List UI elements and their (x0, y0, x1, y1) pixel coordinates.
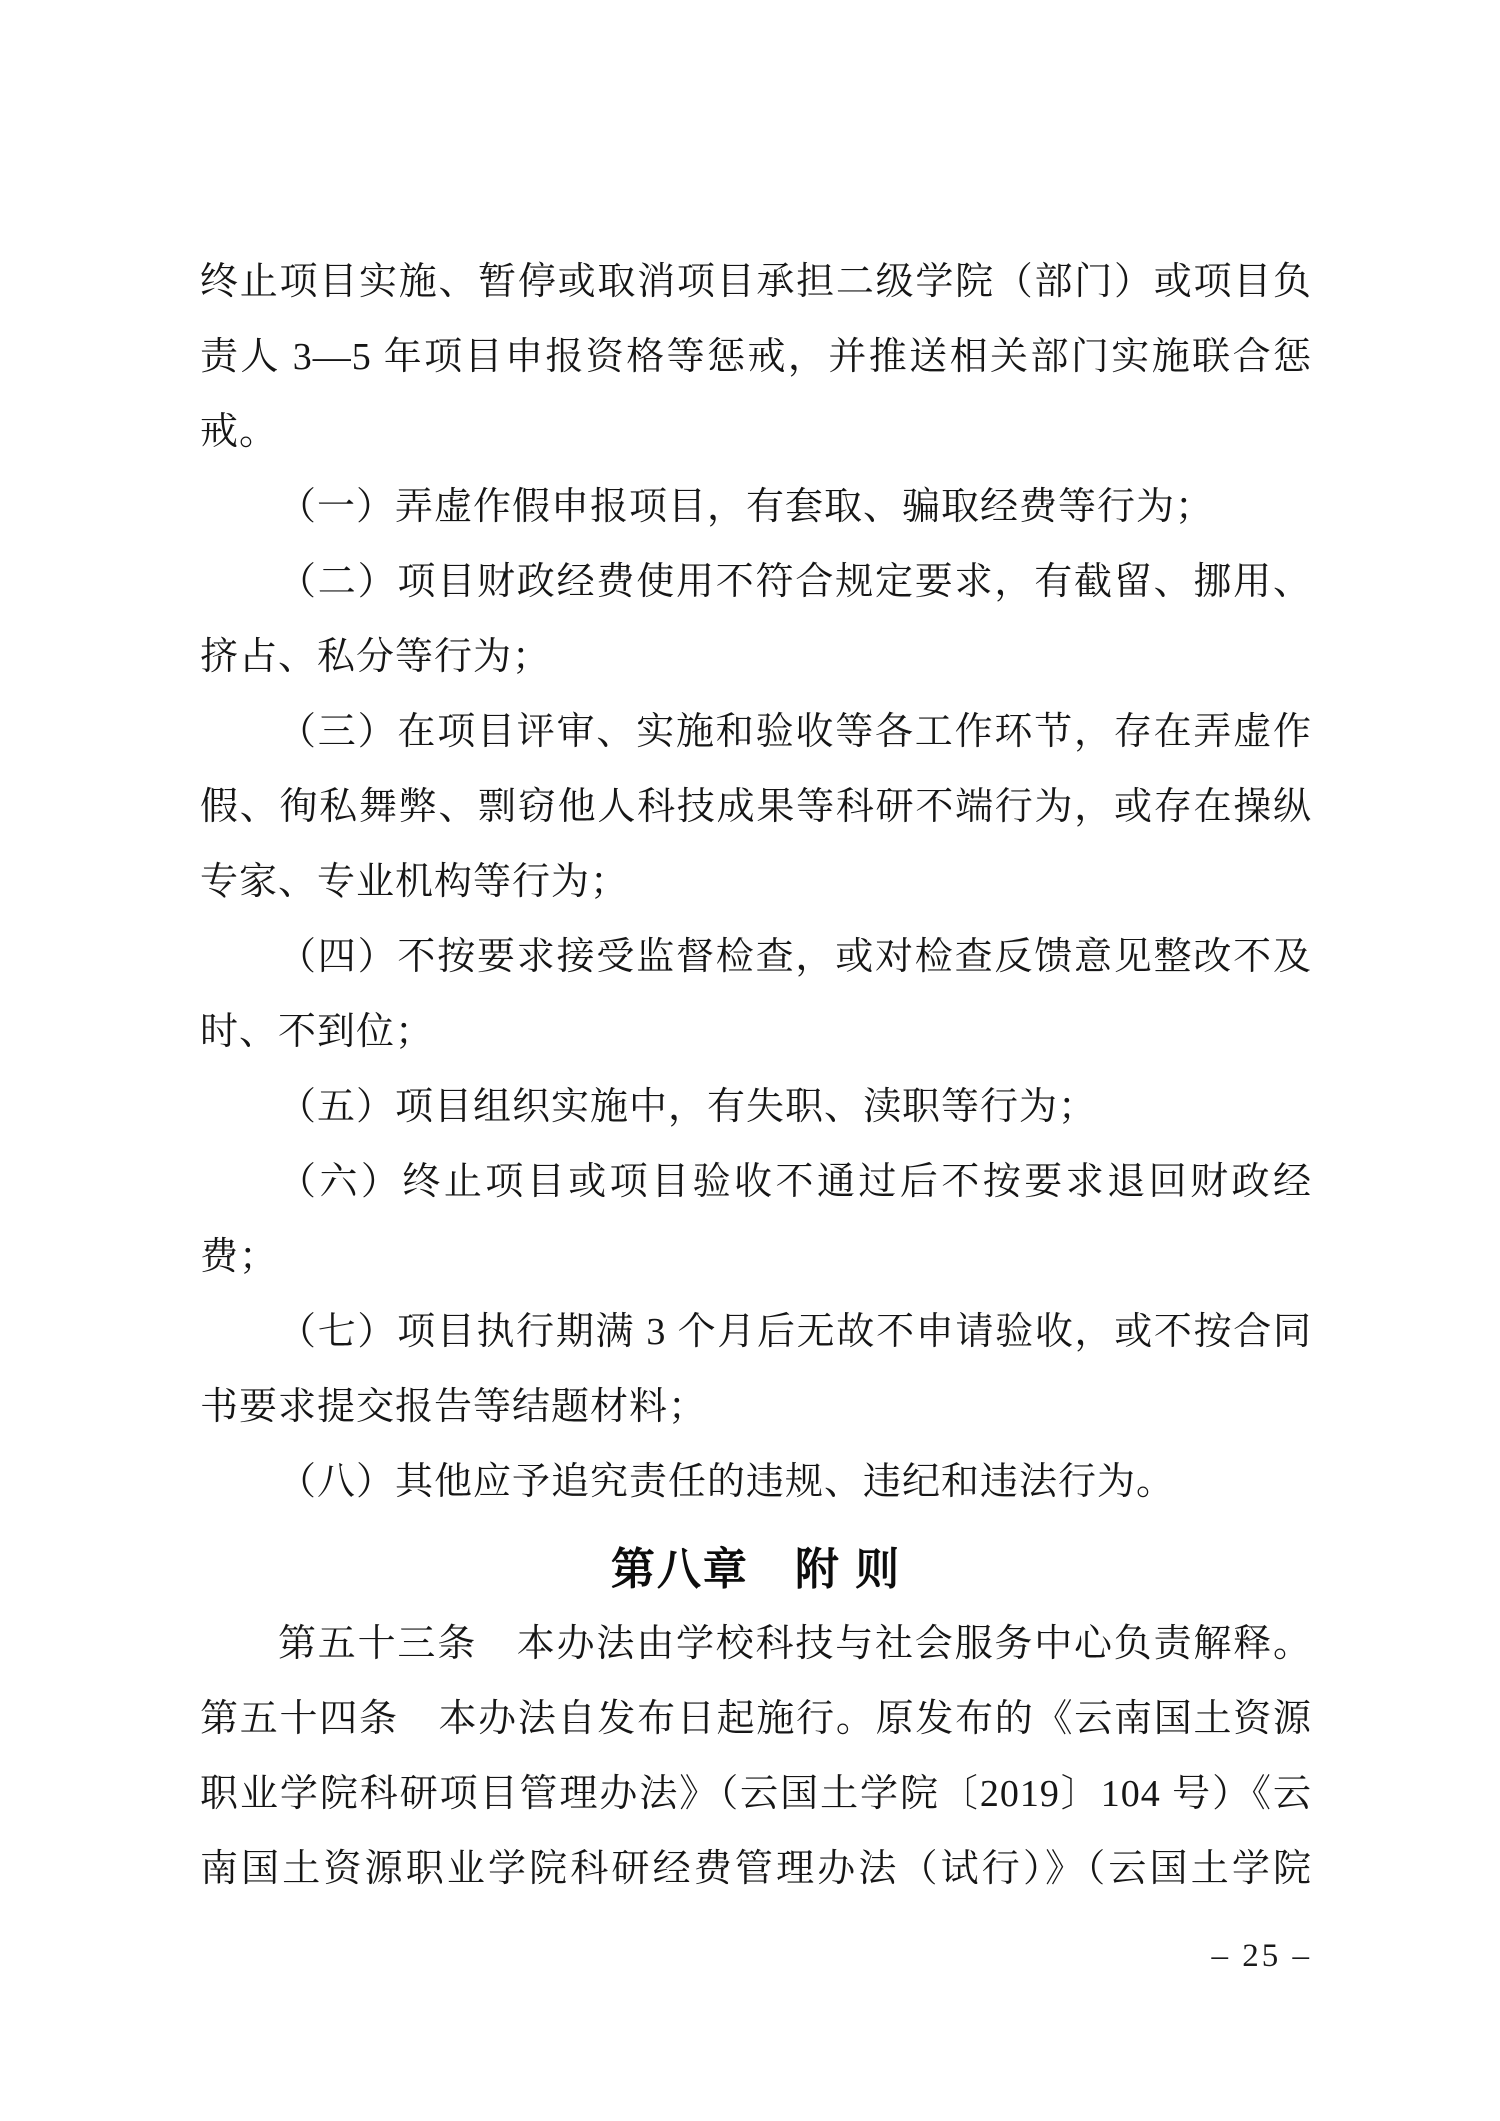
list-item-line: （三）在项目评审、实施和验收等各工作环节，存在弄虚作 (278, 711, 1312, 753)
article-line: 第五十四条 本办法自发布日起施行。原发布的《云南国土资源 (200, 1698, 1312, 1740)
paragraph-line: 戒。 (200, 411, 279, 453)
paragraph-line: 终止项目实施、暂停或取消项目承担二级学院（部门）或项目负 (200, 261, 1312, 303)
body-text-block (200, 245, 1312, 1520)
paragraph-line: 职业学院科研项目管理办法》（云国土学院〔2019〕104 号）《云 (200, 1773, 1312, 1815)
page-number: – 25 – (1211, 1938, 1312, 1974)
paragraph-line: 挤占、私分等行为； (200, 636, 552, 678)
list-item-line: （八）其他应予追究责任的违规、违纪和违法行为。 (278, 1461, 1176, 1503)
list-item-line: （五）项目组织实施中，有失职、渎职等行为； (278, 1086, 1098, 1128)
paragraph-line: 专家、专业机构等行为； (200, 861, 630, 903)
paragraph-line: 书要求提交报告等结题材料； (200, 1386, 708, 1428)
chapter-heading: 第八章 附 则 (610, 1545, 902, 1594)
article-line: 第五十三条 本办法由学校科技与社会服务中心负责解释。 (278, 1623, 1312, 1665)
list-item-line: （二）项目财政经费使用不符合规定要求，有截留、挪用、 (278, 561, 1312, 603)
list-item-line: （六）终止项目或项目验收不通过后不按要求退回财政经 (278, 1161, 1312, 1203)
paragraph-line: 假、徇私舞弊、剽窃他人科技成果等科研不端行为，或存在操纵 (200, 786, 1312, 828)
list-item-line: （四）不按要求接受监督检查，或对检查反馈意见整改不及 (278, 936, 1312, 978)
closing-text-block (200, 1607, 1312, 1907)
paragraph-line: 费； (200, 1236, 279, 1278)
paragraph-line: 责人 3—5 年项目申报资格等惩戒，并推送相关部门实施联合惩 (200, 336, 1312, 378)
paragraph-line: 时、不到位； (200, 1011, 435, 1053)
list-item-line: （七）项目执行期满 3 个月后无故不申请验收，或不按合同 (278, 1311, 1312, 1353)
paragraph-line: 南国土资源职业学院科研经费管理办法（试行）》（云国土学院 (200, 1848, 1312, 1890)
list-item-line: （一）弄虚作假申报项目，有套取、骗取经费等行为； (278, 486, 1215, 528)
